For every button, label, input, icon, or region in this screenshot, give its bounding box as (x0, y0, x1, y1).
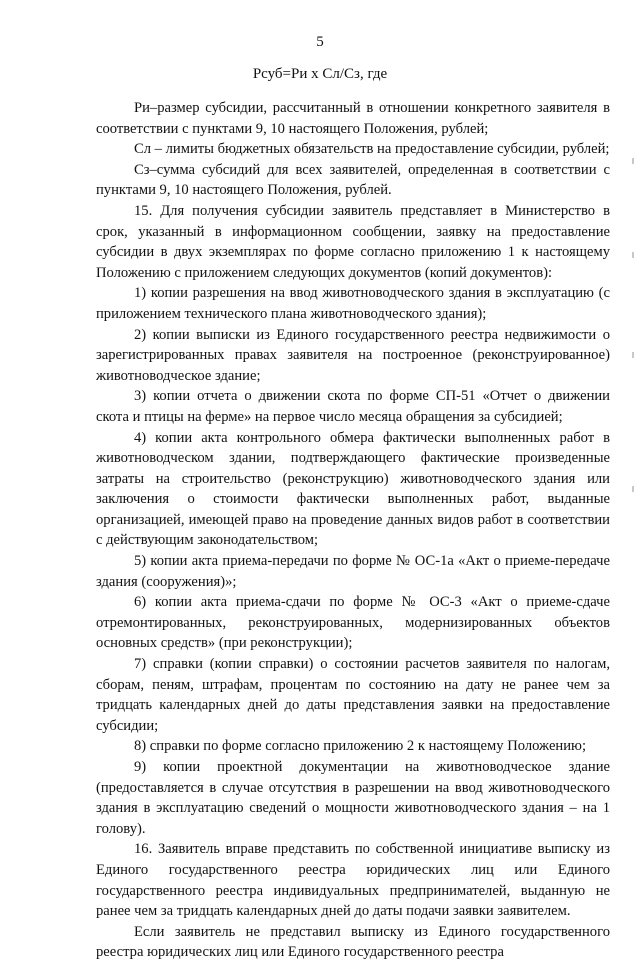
scan-margin-mark (632, 158, 634, 164)
paragraph-document-7: 7) справки (копии справки) о состоянии расчетов заявителя по налогам, сборам, пеням, штрафам, процентам по состоянию на дату не ранее чем за тридцать календарных дней до даты представления заявки на предоставление субсидии; (96, 656, 610, 734)
paragraph-document-6: 6) копии акта приема-сдачи по форме № ОС-3 «Акт о приеме-сдаче отремонтированных, реконструированных, модернизированных объектов основных средств» (при реконструкции); (96, 594, 610, 652)
document-body (96, 98, 610, 963)
subsidy-formula: Рсуб=Ри х Сл/Сз, где (252, 66, 388, 82)
paragraph-document-5: 5) копии акта приема-передачи по форме № ОС-1а «Акт о приеме-передаче здания (сооружения)»; (96, 553, 610, 590)
paragraph-item-16: 16. Заявитель вправе представить по собственной инициативе выписку из Единого государственного реестра юридических лиц или Единого государственного реестра индивидуальных предпринимателей, выданную не ранее чем за тридцать календарных дней до даты подачи заявки заявителем. (96, 841, 610, 920)
paragraph-document-8: 8) справки по форме согласно приложению 2 к настоящему Положению; (134, 738, 586, 755)
scan-margin-mark (632, 252, 634, 258)
paragraph-document-4: 4) копии акта контрольного обмера фактически выполненных работ в животноводческом здании, подтверждающего фактические произведенные затраты на строительство (реконструкцию) животноводческого здания или заключения о стоимости фактически выполненных работ, выданные организацией, имеющей право на проведение данных видов работ в соответствии с действующим законодательством; (96, 429, 610, 549)
paragraph-document-2: 2) копии выписки из Единого государственного реестра недвижимости о зарегистрированных правах заявителя на построенное (реконструированное) животноводческое здание; (96, 326, 610, 384)
paragraph-document-3: 3) копии отчета о движении скота по форме СП-51 «Отчет о движении скота и птицы на ферме» на первое число месяца обращения за субсидией; (96, 388, 610, 425)
paragraph-if-not-provided: Если заявитель не представил выписку из Единого государственного реестра юридических лиц или Единого государственного реестра (96, 923, 610, 961)
paragraph-sz-definition: Сз–сумма субсидий для всех заявителей, определенная в соответствии с пунктами 9, 10 настоящего Положения, рублей. (96, 161, 610, 199)
paragraph-ri-definition: Ри–размер субсидии, рассчитанный в отношении конкретного заявителя в соответствии с пунктами 9, 10 настоящего Положения, рублей; (96, 100, 610, 137)
paragraph-item-15: 15. Для получения субсидии заявитель представляет в Министерство в срок, указанный в информационном сообщении, заявку на предоставление субсидии в двух экземплярах по форме согласно приложению 1 к настоящему Положению с приложением следующих документов (копий документов): (96, 202, 610, 281)
scan-margin-mark (632, 352, 634, 358)
paragraph-document-9: 9) копии проектной документации на животноводческое здание (предоставляется в случае отсутствия в разрешении на ввод животноводческого здания в эксплуатацию сведений о мощности животноводческого здания – на 1 голову). (96, 759, 610, 837)
page-number: 5 (316, 34, 324, 50)
scan-margin-mark (632, 486, 634, 492)
paragraph-document-1: 1) копии разрешения на ввод животноводческого здания в эксплуатацию (с приложением технического плана животноводческого здания); (96, 285, 610, 322)
paragraph-sl-definition: Сл – лимиты бюджетных обязательств на предоставление субсидии, рублей; (134, 141, 610, 158)
